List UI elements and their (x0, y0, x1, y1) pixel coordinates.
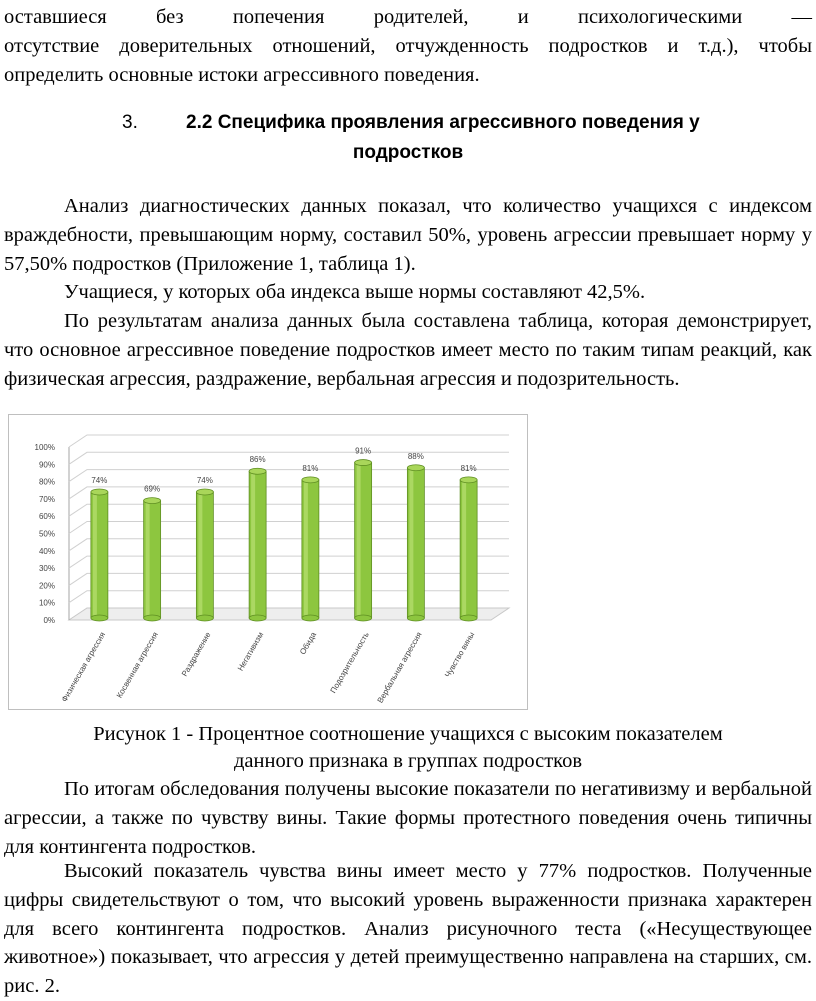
bar-highlight (357, 465, 361, 616)
data-label: 81% (302, 463, 319, 473)
gridline (69, 470, 509, 482)
gridline (69, 556, 509, 568)
y-tick-label: 10% (38, 598, 55, 608)
bar-top (91, 489, 108, 495)
bar-base (249, 615, 266, 621)
data-label: 86% (249, 455, 266, 465)
paragraph-guilt-analysis: Высокий показатель чувства вины имеет место у 77% подростков. Полученные цифры свидетельствуют о том, что высокий уровень выраженности признака характерен для всего контингента подростков. Анализ рисуночного теста («Несуществующее животное») показывает, что агрессия у детей преимущественно направлена на старших, см. рис. 2. (4, 860, 812, 998)
data-label: 91% (355, 446, 372, 456)
x-tick-label: Негативизм (235, 630, 266, 673)
x-tick-label: Физическая агрессия (59, 630, 108, 704)
data-label: 74% (91, 475, 108, 485)
gridline (69, 504, 509, 516)
paragraph-table-results: По результатам анализа данных была составлена таблица, которая демонстрирует, что основное агрессивное поведение подростков имеет место по таким типам реакций, как физическая агрессия, раздражение, вербальная агрессия и подозрительность. (4, 310, 812, 390)
data-label: 74% (196, 475, 213, 485)
y-tick-label: 0% (43, 616, 55, 625)
bar-base (355, 615, 372, 621)
bar-top (355, 460, 372, 466)
section-title-line-1: 2.2 Специфика проявления агрессивного поведения у (186, 112, 700, 133)
bar-top (249, 468, 266, 474)
gridline (69, 484, 509, 499)
data-label: 88% (407, 451, 424, 461)
data-label: 81% (460, 463, 477, 473)
y-tick-label: 100% (34, 443, 55, 452)
bar-top (196, 489, 213, 495)
bar-base (144, 615, 161, 621)
bar-highlight (409, 470, 413, 616)
x-tick-label: Обида (298, 630, 319, 657)
intro-line-1: оставшиеся без попечения родителей, и психологическими — (4, 6, 812, 28)
x-tick-label: Чувство вины (443, 630, 477, 680)
intro-paragraph-rest: отсутствие доверительных отношений, отчужденность подростков и т.д.), чтобы определить основные истоки агрессивного поведения. (4, 35, 812, 86)
gridline (69, 435, 509, 447)
figure-caption (4, 721, 812, 775)
bar-base (196, 615, 213, 621)
paragraph-both-indices: Учащиеся, у которых оба индекса выше нормы составляют 42,5%. (64, 281, 646, 303)
bar-highlight (304, 482, 308, 616)
paragraph-diagnostics: Анализ диагностических данных показал, что количество учащихся с индексом враждебности, превышающим норму, составил 50%, уровень агрессии превышает норму у 57,50% подростков (Приложение 1, таблица 1). (4, 195, 812, 275)
bar-top (460, 477, 477, 483)
x-tick-label: Вербальная агрессия (375, 630, 424, 705)
bar-chart (8, 414, 528, 710)
gridline (69, 452, 509, 464)
bar-top (302, 477, 319, 483)
chart-floor (69, 608, 509, 620)
bar-highlight (146, 503, 150, 616)
bar-base (302, 615, 319, 621)
bar-top (407, 465, 424, 471)
bar-base (460, 615, 477, 621)
bar-highlight (93, 494, 97, 616)
data-label: 69% (144, 484, 161, 494)
figure-caption-line-2: данного признака в группах подростков (233, 750, 583, 772)
y-tick-label: 90% (38, 460, 55, 470)
x-tick-label: Подозрительность (328, 630, 371, 695)
y-tick-label: 30% (38, 564, 55, 574)
gridline (69, 573, 509, 585)
gridline (69, 522, 509, 534)
y-tick-label: 80% (38, 477, 55, 487)
bar-base (407, 615, 424, 621)
x-tick-label: Косвенная агрессия (114, 630, 160, 700)
bar-top (144, 498, 161, 504)
y-tick-label: 20% (38, 581, 55, 591)
y-tick-label: 60% (38, 512, 55, 522)
gridline (69, 591, 509, 603)
section-number: 3. (122, 112, 138, 133)
y-tick-label: 50% (38, 529, 55, 539)
gridline (69, 539, 509, 551)
bar-highlight (198, 494, 202, 616)
bar-chart-svg (9, 415, 526, 708)
x-tick-label: Раздражение (180, 630, 213, 678)
paragraph-survey-results: По итогам обследования получены высокие показатели по негативизму и вербальной агрессии, а также по чувству вины. Такие формы протестного поведения очень типичны для контингента подростков. (4, 778, 812, 858)
bar-highlight (251, 473, 255, 616)
section-title-line-2: подростков (352, 142, 464, 163)
y-tick-label: 70% (38, 494, 55, 504)
figure-caption-line-1: Рисунок 1 - Процентное соотношение учащихся с высоким показателем (93, 723, 723, 745)
bar-base (91, 615, 108, 621)
y-tick-label: 40% (38, 546, 55, 556)
bar-highlight (462, 482, 466, 616)
